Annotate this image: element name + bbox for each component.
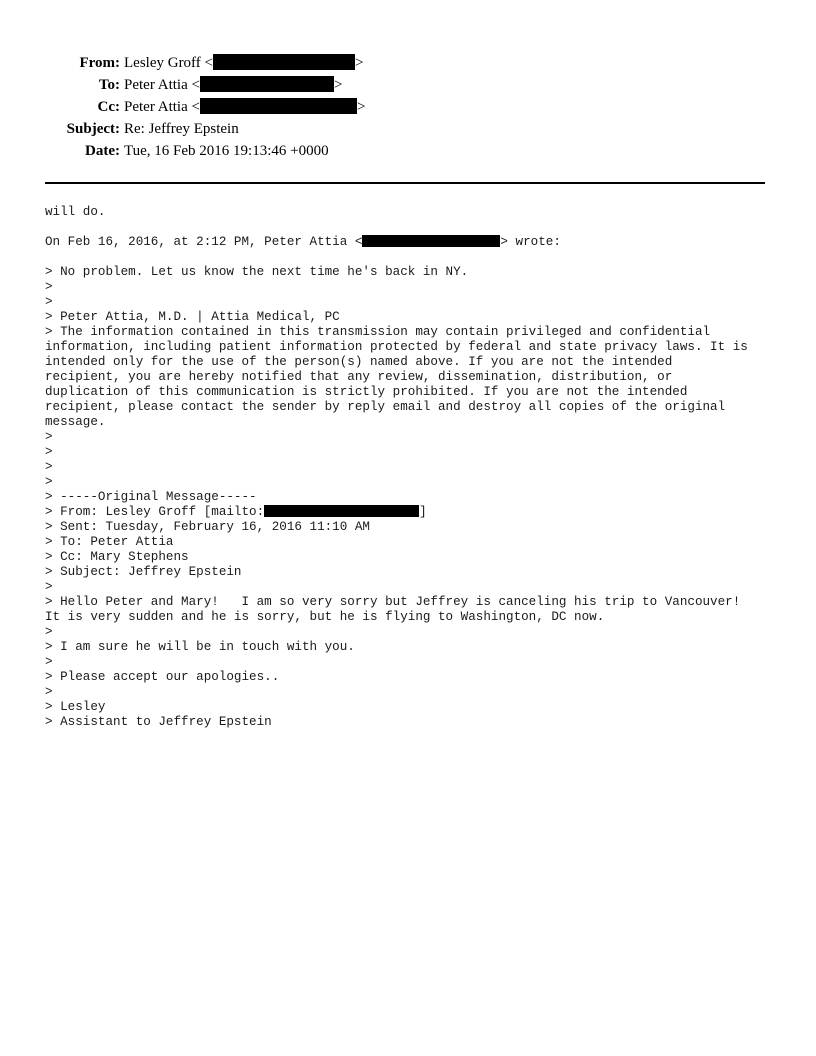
attribution-line: [45, 235, 785, 250]
quoted-line: > No problem. Let us know the next time he's back in NY.: [45, 265, 469, 279]
date-row: [0, 140, 816, 162]
original-to-line: > To: Peter Attia: [45, 535, 174, 549]
header-divider: [45, 182, 765, 184]
quoted-signature: > Assistant to Jeffrey Epstein: [45, 715, 272, 729]
quoted-line: > Please accept our apologies..: [45, 670, 280, 684]
quoted-signature: > Peter Attia, M.D. | Attia Medical, PC: [45, 310, 340, 324]
redaction-box: [213, 54, 355, 70]
attribution-wrote: > wrote:: [500, 235, 561, 249]
cc-value: [124, 96, 365, 118]
disclaimer-line: > The information contained in this transmission may contain privileged and confidential: [45, 325, 711, 339]
from-close: >: [355, 55, 364, 71]
quoted-line: >: [45, 295, 53, 309]
cc-close: >: [356, 99, 366, 115]
cc-name: Peter Attia <: [124, 99, 200, 115]
to-name: Peter Attia <: [124, 77, 200, 93]
quoted-line: >: [45, 625, 53, 639]
email-body: [45, 205, 785, 730]
from-label: From:: [79, 55, 120, 71]
quoted-line: >: [45, 430, 53, 444]
cc-label: Cc:: [97, 99, 120, 115]
quoted-signature: > Lesley: [45, 700, 106, 714]
email-header: [0, 52, 816, 162]
to-label: To:: [98, 77, 120, 93]
original-cc-line: > Cc: Mary Stephens: [45, 550, 189, 564]
original-from-line: [45, 505, 785, 520]
quoted-line: >: [45, 580, 53, 594]
original-from-text: > From: Lesley Groff [mailto:: [45, 505, 265, 519]
disclaimer-line: intended only for the use of the person(s) named above. If you are not the intended: [45, 355, 673, 369]
redaction-box: [362, 235, 500, 247]
cc-row: [0, 96, 816, 118]
disclaimer-line: recipient, you are hereby notified that any review, dissemination, distribution, or: [45, 370, 673, 384]
disclaimer-line: recipient, please contact the sender by reply email and destroy all copies of the original: [45, 400, 726, 414]
from-row: [0, 52, 816, 74]
quoted-line: It is very sudden and he is sorry, but he is flying to Washington, DC now.: [45, 610, 605, 624]
original-subject-line: > Subject: Jeffrey Epstein: [45, 565, 242, 579]
reply-text: will do.: [45, 205, 106, 219]
redaction-box: [200, 98, 357, 114]
date-value: Tue, 16 Feb 2016 19:13:46 +0000: [124, 143, 329, 159]
quoted-line: >: [45, 475, 53, 489]
original-sent-line: > Sent: Tuesday, February 16, 2016 11:10 AM: [45, 520, 370, 534]
attribution-text: On Feb 16, 2016, at 2:12 PM, Peter Attia <: [45, 235, 363, 249]
original-from-close: ]: [419, 505, 427, 519]
to-value: [124, 74, 342, 96]
quoted-line: > Hello Peter and Mary! I am so very sorry but Jeffrey is canceling his trip to Vancouver!: [45, 595, 741, 609]
redaction-box: [264, 505, 419, 517]
quoted-line: >: [45, 445, 53, 459]
subject-value: Re: Jeffrey Epstein: [124, 121, 239, 137]
disclaimer-line: duplication of this communication is strictly prohibited. If you are not the intended: [45, 385, 688, 399]
from-value: [124, 52, 363, 74]
quoted-line: >: [45, 460, 53, 474]
to-row: [0, 74, 816, 96]
quoted-line: >: [45, 280, 53, 294]
date-label: Date:: [85, 143, 120, 159]
disclaimer-line: information, including patient information protected by federal and state privacy laws. It is: [45, 340, 748, 354]
quoted-line: > I am sure he will be in touch with you.: [45, 640, 355, 654]
original-message-separator: > -----Original Message-----: [45, 490, 257, 504]
quoted-line: >: [45, 655, 53, 669]
from-name: Lesley Groff <: [124, 55, 213, 71]
subject-label: Subject:: [66, 121, 120, 137]
disclaimer-line: message.: [45, 415, 106, 429]
subject-row: [0, 118, 816, 140]
redaction-box: [200, 76, 334, 92]
to-close: >: [333, 77, 343, 93]
quoted-line: >: [45, 685, 53, 699]
